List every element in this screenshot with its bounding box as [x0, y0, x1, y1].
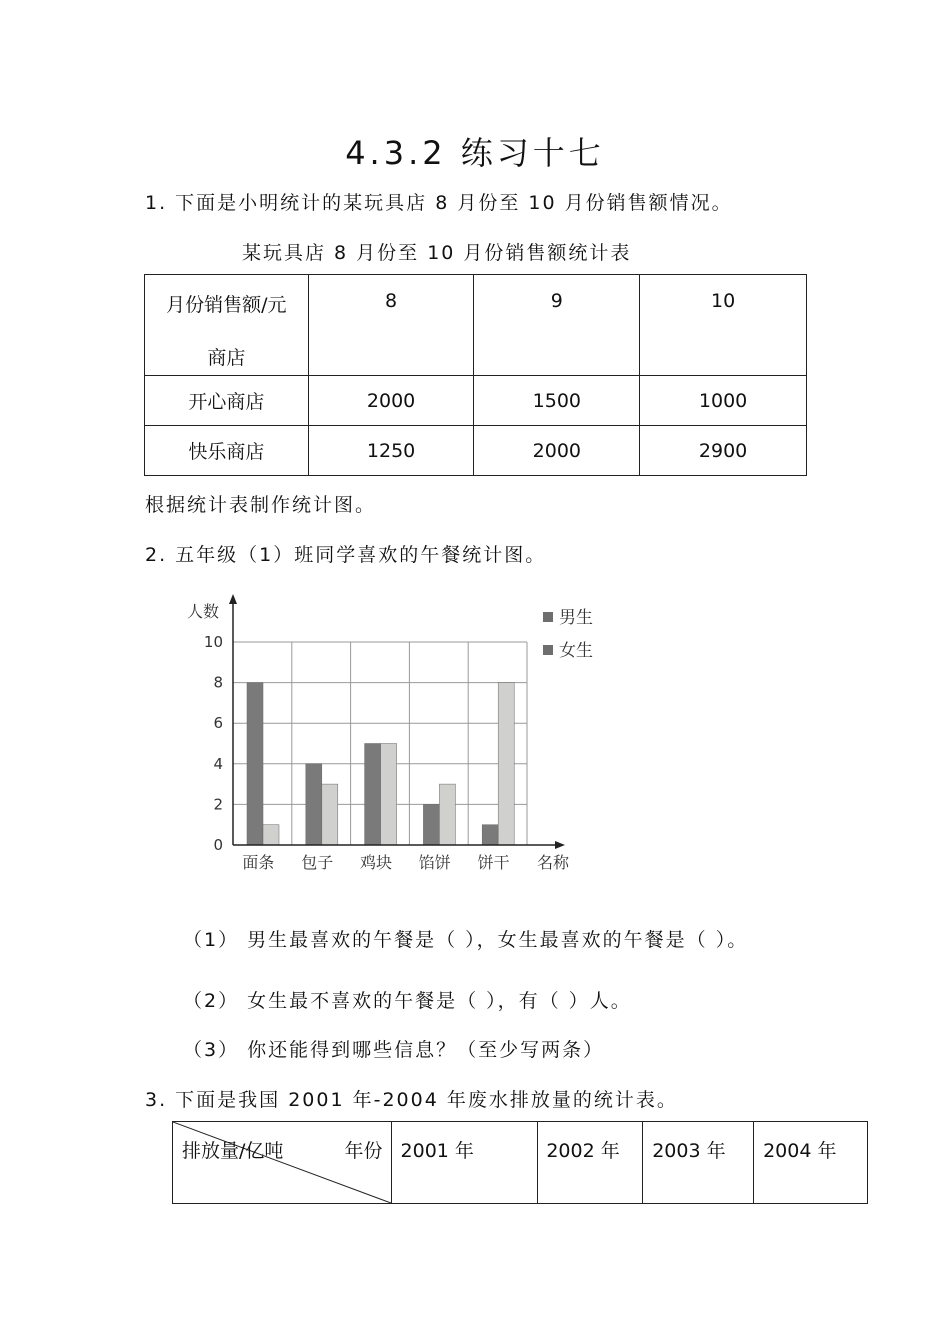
bar-girls — [498, 683, 514, 845]
month-header-10: 10 — [640, 275, 807, 376]
q2-sub2: （2） 女生最不喜欢的午餐是（ ），有（ ）人。 — [183, 990, 632, 1012]
month-header-9: 9 — [474, 275, 640, 376]
legend-label: 女生 — [559, 641, 593, 661]
q1-prompt: 1. 下面是小明统计的某玩具店 8 月份至 10 月份销售额情况。 — [145, 192, 733, 214]
x-axis-arrow — [555, 841, 565, 849]
sales-value: 2000 — [308, 376, 474, 426]
q3-prompt: 3. 下面是我国 2001 年-2004 年废水排放量的统计表。 — [145, 1089, 678, 1111]
y-tick-label: 2 — [213, 795, 223, 814]
year-header: 2001 年 — [391, 1122, 538, 1204]
wastewater-header-corner — [173, 1122, 392, 1204]
sales-value: 2000 — [474, 426, 640, 476]
store-name: 快乐商店 — [145, 426, 309, 476]
y-axis-arrow — [229, 594, 237, 604]
q2-sub3: （3） 你还能得到哪些信息？（至少写两条） — [183, 1039, 605, 1061]
x-tick-label: 馅饼 — [418, 853, 451, 872]
lunch-chart-svg — [175, 588, 615, 878]
wastewater-table — [172, 1121, 868, 1204]
y-axis-label: 人数 — [187, 602, 220, 621]
bar-boys — [306, 764, 322, 845]
bar-boys — [482, 825, 498, 845]
sales-value: 1250 — [308, 426, 474, 476]
x-tick-label: 面条 — [242, 853, 275, 872]
x-axis-label: 名称 — [537, 853, 570, 872]
sales-value: 1000 — [640, 376, 807, 426]
bar-boys — [365, 744, 381, 846]
x-tick-label: 鸡块 — [359, 853, 393, 872]
q2-prompt: 2. 五年级（1）班同学喜欢的午餐统计图。 — [145, 544, 547, 566]
page-title: 4.3.2 练习十七 — [345, 134, 605, 172]
wastewater-header-right: 年份 — [344, 1140, 383, 1162]
legend-swatch — [543, 645, 553, 655]
q1-table-title: 某玩具店 8 月份至 10 月份销售额统计表 — [242, 242, 632, 264]
month-header-8: 8 — [308, 275, 474, 376]
bar-girls — [381, 744, 397, 846]
sales-header-bottom: 商店 — [207, 347, 246, 369]
store-name: 开心商店 — [145, 376, 309, 426]
y-tick-label: 6 — [213, 714, 223, 733]
sales-value: 1500 — [474, 376, 640, 426]
x-tick-label: 饼干 — [477, 853, 510, 872]
y-tick-label: 10 — [203, 633, 223, 651]
y-tick-label: 8 — [213, 673, 223, 692]
bar-girls — [439, 784, 455, 845]
x-tick-label: 包子 — [301, 853, 334, 872]
q1-instruction: 根据统计表制作统计图。 — [145, 494, 377, 516]
year-header: 2004 年 — [754, 1122, 868, 1204]
bar-boys — [247, 683, 263, 845]
q2-sub1: （1） 男生最喜欢的午餐是（ ），女生最喜欢的午餐是（ ）。 — [183, 929, 749, 951]
sales-value: 2900 — [640, 426, 807, 476]
bar-boys — [423, 804, 439, 845]
y-tick-label: 4 — [213, 754, 223, 773]
bar-girls — [322, 784, 338, 845]
sales-header-top: 月份销售额/元 — [166, 294, 287, 316]
year-header: 2002 年 — [538, 1122, 643, 1204]
lunch-chart — [175, 588, 615, 878]
legend-swatch — [543, 612, 553, 622]
table-row — [145, 376, 807, 426]
legend-label: 男生 — [559, 608, 593, 628]
bar-girls — [263, 825, 279, 845]
year-header: 2003 年 — [643, 1122, 754, 1204]
sales-header-corner — [145, 275, 309, 376]
y-tick-label: 0 — [213, 836, 223, 854]
wastewater-header-left: 排放量/亿吨 — [182, 1140, 284, 1162]
sales-table — [144, 274, 807, 476]
table-row — [145, 426, 807, 476]
